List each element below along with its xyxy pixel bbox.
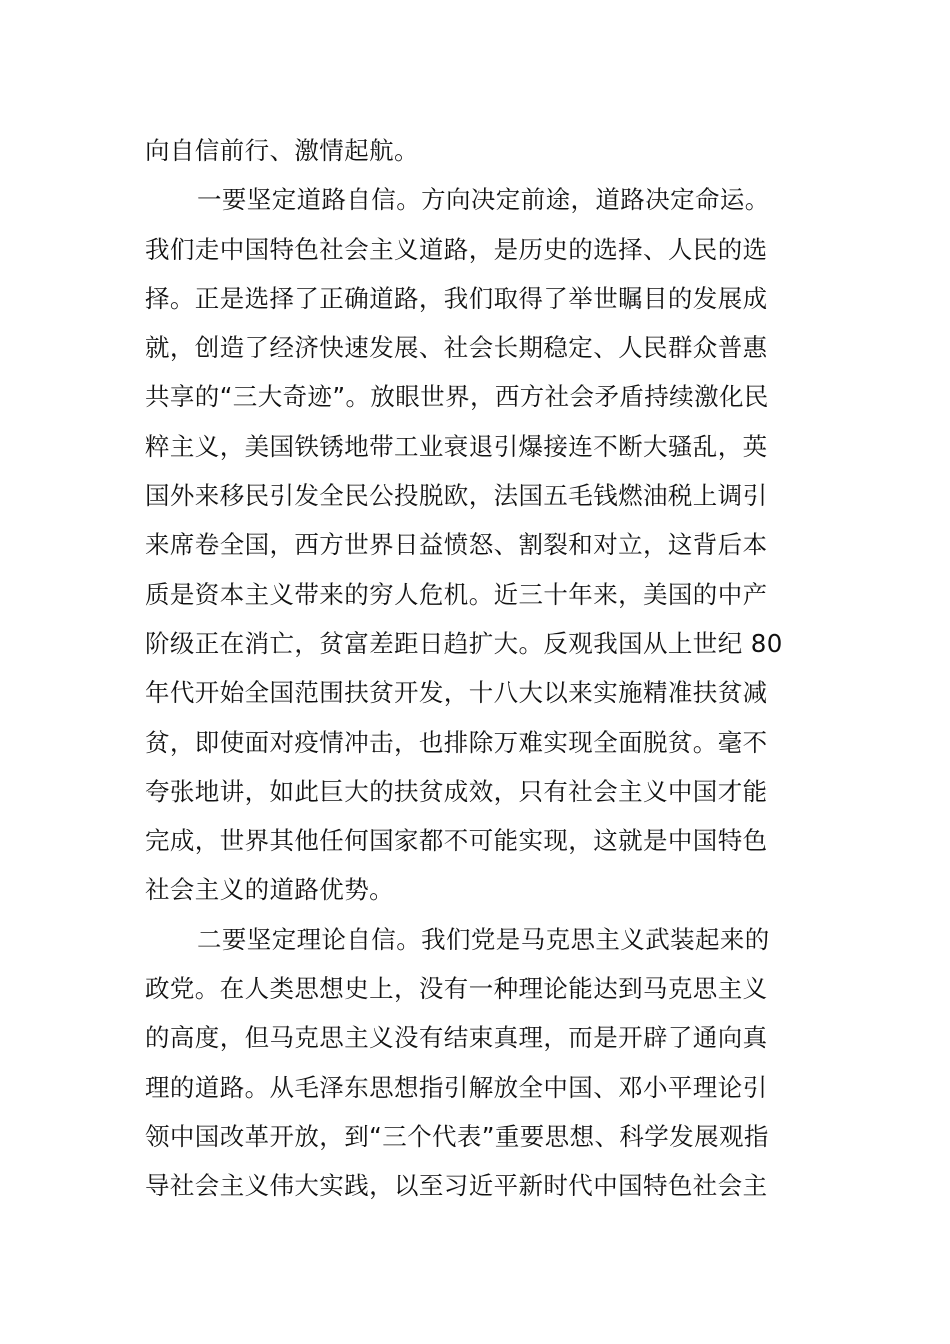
text-line: 我们走中国特色社会主义道路，是历史的选择、人民的选 bbox=[145, 234, 768, 264]
text-line: 导社会主义伟大实践，以至习近平新时代中国特色社会主 bbox=[145, 1171, 768, 1201]
text-line: 夸张地讲，如此巨大的扶贫成效，只有社会主义中国才能 bbox=[145, 776, 768, 806]
paragraph-heading-line: 一要坚定道路自信。方向决定前途，道路决定命运。 bbox=[197, 185, 770, 215]
text-line: 阶级正在消亡，贫富差距日趋扩大。反观我国从上世纪 80 bbox=[145, 628, 783, 658]
text-line: 国外来移民引发全民公投脱欧，法国五毛钱燃油税上调引 bbox=[145, 481, 768, 511]
text-line: 社会主义的道路优势。 bbox=[145, 875, 394, 905]
text-line: 共享的“三大奇迹”。放眼世界，西方社会矛盾持续激化民 bbox=[145, 382, 769, 412]
text-line: 来席卷全国，西方世界日益愤怒、割裂和对立，这背后本 bbox=[145, 530, 768, 560]
text-line: 领中国改革开放，到“三个代表”重要思想、科学发展观指 bbox=[145, 1121, 769, 1151]
text-line: 质是资本主义带来的穷人危机。近三十年来，美国的中产 bbox=[145, 579, 768, 609]
paragraph-heading-line: 二要坚定理论自信。我们党是马克思主义武装起来的 bbox=[197, 924, 770, 954]
text-line: 的高度，但马克思主义没有结束真理，而是开辟了通向真 bbox=[145, 1023, 768, 1053]
text-line: 择。正是选择了正确道路，我们取得了举世瞩目的发展成 bbox=[145, 283, 768, 313]
text-line: 完成，世界其他任何国家都不可能实现，这就是中国特色 bbox=[145, 826, 768, 856]
body-text bbox=[145, 126, 810, 1211]
text-line: 向自信前行、激情起航。 bbox=[145, 136, 419, 165]
text-line: 政党。在人类思想史上，没有一种理论能达到马克思主义 bbox=[145, 974, 768, 1004]
text-line: 理的道路。从毛泽东思想指引解放全中国、邓小平理论引 bbox=[145, 1072, 768, 1102]
text-line: 就，创造了经济快速发展、社会长期稳定、人民群众普惠 bbox=[145, 333, 768, 363]
text-line: 粹主义，美国铁锈地带工业衰退引爆接连不断大骚乱，英 bbox=[145, 431, 768, 461]
text-line: 年代开始全国范围扶贫开发，十八大以来实施精准扶贫减 bbox=[145, 678, 768, 708]
text-line: 贫，即使面对疫情冲击，也排除万难实现全面脱贫。毫不 bbox=[145, 727, 768, 757]
